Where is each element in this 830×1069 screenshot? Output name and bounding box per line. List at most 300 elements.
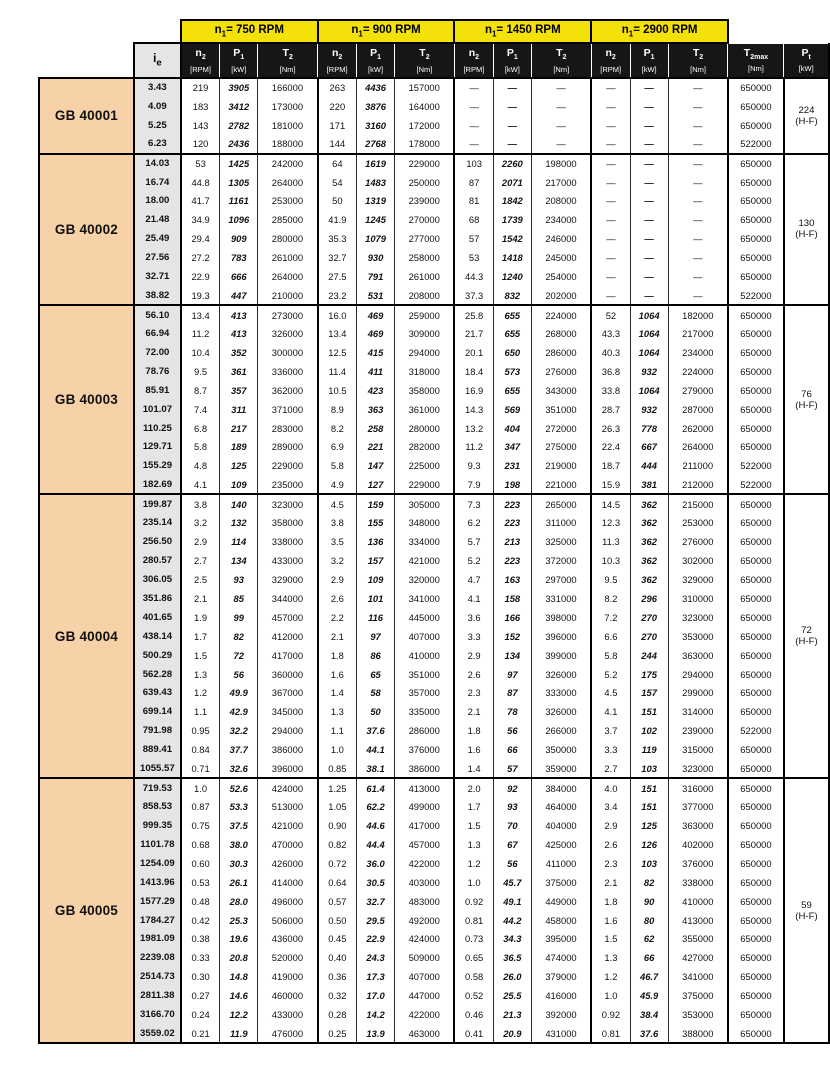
- ratio-value: 235.14: [134, 513, 181, 532]
- t2-value: 419000: [258, 967, 318, 986]
- n2-value: 0.68: [181, 835, 220, 854]
- t2-value: 311000: [531, 513, 591, 532]
- table-row: [39, 1005, 829, 1024]
- n2-value: —: [591, 210, 630, 229]
- t2max-value: 650000: [728, 627, 784, 646]
- p1-value: 101: [357, 589, 395, 608]
- p1-value: 531: [357, 286, 395, 305]
- p1-value: 932: [630, 400, 668, 419]
- t2max-value: 650000: [728, 532, 784, 551]
- model-label: GB 40004: [39, 494, 134, 778]
- n2-value: 1.7: [454, 797, 493, 816]
- ratio-value: 719.53: [134, 778, 181, 797]
- table-row: [39, 438, 829, 457]
- t2max-value: 650000: [728, 929, 784, 948]
- n2-value: 52: [591, 305, 630, 324]
- t2-value: 272000: [531, 419, 591, 438]
- n2-value: 68: [454, 210, 493, 229]
- p1-value: 2782: [220, 116, 258, 135]
- t2-value: 392000: [531, 1005, 591, 1024]
- ratio-value: 306.05: [134, 570, 181, 589]
- t2-value: 323000: [668, 608, 728, 627]
- ratio-value: 38.82: [134, 286, 181, 305]
- pt-rating: [784, 494, 829, 778]
- table-row: [39, 494, 829, 513]
- ratio-value: 66.94: [134, 324, 181, 343]
- p1-value: 1305: [220, 173, 258, 192]
- t2-value: 396000: [531, 627, 591, 646]
- p1-value: 97: [493, 665, 531, 684]
- n2-value: 13.4: [181, 305, 220, 324]
- t2-value: 323000: [258, 494, 318, 513]
- pt-value: 76: [801, 388, 812, 400]
- n2-value: 41.7: [181, 192, 220, 211]
- p1-value: 778: [630, 419, 668, 438]
- n2-value: 11.2: [181, 324, 220, 343]
- t2-value: 407000: [395, 627, 455, 646]
- t2max-value: 522000: [728, 721, 784, 740]
- pt-rating: [784, 778, 829, 1043]
- p1-value: 99: [220, 608, 258, 627]
- t2-value: 367000: [258, 684, 318, 703]
- p1-value: 3160: [357, 116, 395, 135]
- t2-value: 463000: [395, 1024, 455, 1043]
- p1-value: 157: [630, 684, 668, 703]
- n2-value: 5.8: [591, 646, 630, 665]
- p1-value: 11.9: [220, 1024, 258, 1043]
- n2-value: 0.33: [181, 948, 220, 967]
- n2-value: 1.5: [591, 929, 630, 948]
- t2-value: 326000: [258, 324, 318, 343]
- p1-value: 38.0: [220, 835, 258, 854]
- n2-value: 4.9: [318, 475, 357, 494]
- p1-value: 66: [493, 740, 531, 759]
- pt-note: (H-F): [795, 910, 818, 922]
- p1-value: 1619: [357, 154, 395, 173]
- rpm-symbol: $n_1$: [484, 24, 497, 39]
- p1-value: 32.7: [357, 892, 395, 911]
- catalog-page: [0, 19, 830, 1044]
- p1-value: 159: [357, 494, 395, 513]
- p1-value: 1842: [493, 192, 531, 211]
- p1-value: 25.3: [220, 911, 258, 930]
- table-row: [39, 532, 829, 551]
- n2-value: 0.60: [181, 854, 220, 873]
- p1-value: 151: [630, 778, 668, 797]
- t2-value: 277000: [395, 229, 455, 248]
- t2-value: 310000: [668, 589, 728, 608]
- t2-value: 318000: [395, 362, 455, 381]
- p1-value: 655: [493, 324, 531, 343]
- p1-value: 58: [357, 684, 395, 703]
- p1-value: 14.6: [220, 986, 258, 1005]
- n2-value: 29.4: [181, 229, 220, 248]
- pt-value: 224: [798, 104, 815, 116]
- t2-value: 386000: [258, 740, 318, 759]
- t2-value: 294000: [258, 721, 318, 740]
- p1-value: —: [630, 135, 668, 154]
- p1-value: 362: [630, 513, 668, 532]
- t2max-value: 650000: [728, 967, 784, 986]
- col-header-p1: $P_1$ [kW]: [220, 43, 258, 78]
- t2-value: 253000: [668, 513, 728, 532]
- t2-value: 506000: [258, 911, 318, 930]
- n2-value: 0.41: [454, 1024, 493, 1043]
- n2-value: 171: [318, 116, 357, 135]
- t2-value: 449000: [531, 892, 591, 911]
- pt-value: 130: [798, 218, 815, 230]
- n2-value: —: [591, 78, 630, 97]
- table-row: [39, 419, 829, 438]
- p1-value: 221: [357, 438, 395, 457]
- n2-value: 53: [454, 248, 493, 267]
- n2-value: 27.2: [181, 248, 220, 267]
- n2-value: 0.24: [181, 1005, 220, 1024]
- p1-value: 244: [630, 646, 668, 665]
- n2-value: 9.5: [181, 362, 220, 381]
- p1-value: 2260: [493, 154, 531, 173]
- n2-value: 0.48: [181, 892, 220, 911]
- t2-value: —: [668, 229, 728, 248]
- t2-value: 309000: [395, 324, 455, 343]
- t2max-value: 650000: [728, 343, 784, 362]
- t2-value: 323000: [668, 759, 728, 778]
- n2-value: 12.3: [591, 513, 630, 532]
- p1-value: —: [630, 229, 668, 248]
- n2-value: 0.81: [591, 1024, 630, 1043]
- n2-value: 0.85: [318, 759, 357, 778]
- n2-value: 1.2: [181, 684, 220, 703]
- p1-value: 46.7: [630, 967, 668, 986]
- t2-value: 259000: [395, 305, 455, 324]
- p1-value: 28.0: [220, 892, 258, 911]
- ratio-value: 562.28: [134, 665, 181, 684]
- n2-value: 6.9: [318, 438, 357, 457]
- t2-value: —: [668, 78, 728, 97]
- n2-value: 9.3: [454, 456, 493, 475]
- n2-value: 4.1: [454, 589, 493, 608]
- t2-value: 424000: [258, 778, 318, 797]
- p1-value: 38.1: [357, 759, 395, 778]
- n2-value: —: [591, 248, 630, 267]
- t2-value: 371000: [258, 400, 318, 419]
- p1-value: 1418: [493, 248, 531, 267]
- ratio-value: 129.71: [134, 438, 181, 457]
- n2-value: 2.9: [181, 532, 220, 551]
- p1-value: 357: [220, 381, 258, 400]
- table-row: [39, 646, 829, 665]
- p1-value: —: [630, 248, 668, 267]
- p1-value: 44.2: [493, 911, 531, 930]
- ratio-value: 858.53: [134, 797, 181, 816]
- t2-value: 234000: [531, 210, 591, 229]
- t2-value: 402000: [668, 835, 728, 854]
- column-header-row: [39, 43, 829, 78]
- ratio-value: 2514.73: [134, 967, 181, 986]
- p1-value: 1739: [493, 210, 531, 229]
- t2-value: 360000: [258, 665, 318, 684]
- ratio-value: 999.35: [134, 816, 181, 835]
- n2-value: 4.5: [318, 494, 357, 513]
- table-row: [39, 778, 829, 797]
- t2-value: 331000: [531, 589, 591, 608]
- t2-value: 234000: [668, 343, 728, 362]
- t2-value: 273000: [258, 305, 318, 324]
- t2-value: 338000: [668, 873, 728, 892]
- pt-note: (H-F): [795, 399, 818, 411]
- col-header-ie: $i_e$: [134, 43, 181, 78]
- n2-value: 0.36: [318, 967, 357, 986]
- p1-value: 1542: [493, 229, 531, 248]
- p1-value: 114: [220, 532, 258, 551]
- t2max-value: 650000: [728, 305, 784, 324]
- n2-value: 81: [454, 192, 493, 211]
- p1-value: —: [630, 78, 668, 97]
- t2max-value: 522000: [728, 475, 784, 494]
- t2-value: 211000: [668, 456, 728, 475]
- table-row: [39, 192, 829, 211]
- n2-value: 2.1: [181, 589, 220, 608]
- p1-value: —: [630, 97, 668, 116]
- p1-value: 930: [357, 248, 395, 267]
- n2-value: 26.3: [591, 419, 630, 438]
- col-header-n2: $n_2$ [RPM]: [318, 43, 357, 78]
- t2max-value: 650000: [728, 324, 784, 343]
- t2-value: 235000: [258, 475, 318, 494]
- ratio-value: 25.49: [134, 229, 181, 248]
- t2-value: 433000: [258, 1005, 318, 1024]
- p1-value: 57: [493, 759, 531, 778]
- t2-value: 350000: [531, 740, 591, 759]
- t2-value: 239000: [395, 192, 455, 211]
- p1-value: 667: [630, 438, 668, 457]
- p1-value: 413: [220, 324, 258, 343]
- n2-value: —: [591, 267, 630, 286]
- t2-value: 329000: [668, 570, 728, 589]
- col-header-pt: $P_t$ [kW]: [784, 43, 829, 78]
- t2-value: 348000: [395, 513, 455, 532]
- p1-value: 36.5: [493, 948, 531, 967]
- p1-value: 152: [493, 627, 531, 646]
- p1-value: 125: [220, 456, 258, 475]
- ratio-value: 78.76: [134, 362, 181, 381]
- model-label: GB 40003: [39, 305, 134, 494]
- t2-value: 341000: [395, 589, 455, 608]
- t2-value: 280000: [258, 229, 318, 248]
- t2-value: 245000: [531, 248, 591, 267]
- n2-value: 14.5: [591, 494, 630, 513]
- p1-value: 127: [357, 475, 395, 494]
- p1-value: 2768: [357, 135, 395, 154]
- n2-value: 0.87: [181, 797, 220, 816]
- t2-value: 229000: [395, 475, 455, 494]
- n2-value: 0.27: [181, 986, 220, 1005]
- n2-value: 33.8: [591, 381, 630, 400]
- p1-value: 362: [630, 570, 668, 589]
- n2-value: 1.1: [318, 721, 357, 740]
- n2-value: —: [591, 229, 630, 248]
- table-row: [39, 154, 829, 173]
- col-header-p1: $P_1$ [kW]: [357, 43, 395, 78]
- ratio-value: 889.41: [134, 740, 181, 759]
- n2-value: 40.3: [591, 343, 630, 362]
- n2-value: —: [454, 97, 493, 116]
- n2-value: 8.7: [181, 381, 220, 400]
- t2max-value: 650000: [728, 911, 784, 930]
- n2-value: 1.5: [181, 646, 220, 665]
- n2-value: 28.7: [591, 400, 630, 419]
- p1-value: 311: [220, 400, 258, 419]
- n2-value: 0.57: [318, 892, 357, 911]
- n2-value: 1.4: [318, 684, 357, 703]
- t2-value: 457000: [258, 608, 318, 627]
- p1-value: 44.6: [357, 816, 395, 835]
- t2-value: 325000: [531, 532, 591, 551]
- ratio-value: 1254.09: [134, 854, 181, 873]
- t2-value: 427000: [668, 948, 728, 967]
- n2-value: —: [454, 116, 493, 135]
- n2-value: 36.8: [591, 362, 630, 381]
- t2-value: 474000: [531, 948, 591, 967]
- ratio-value: 14.03: [134, 154, 181, 173]
- table-row: [39, 286, 829, 305]
- t2max-value: 650000: [728, 665, 784, 684]
- ratio-value: 1981.09: [134, 929, 181, 948]
- table-row: [39, 362, 829, 381]
- pt-note: (H-F): [795, 636, 818, 648]
- ratio-value: 500.29: [134, 646, 181, 665]
- t2max-value: 650000: [728, 551, 784, 570]
- p1-value: 444: [630, 456, 668, 475]
- p1-value: 134: [493, 646, 531, 665]
- t2-value: 294000: [395, 343, 455, 362]
- n2-value: 263: [318, 78, 357, 97]
- n2-value: 0.45: [318, 929, 357, 948]
- p1-value: 413: [220, 305, 258, 324]
- t2-value: 188000: [258, 135, 318, 154]
- t2-value: 388000: [668, 1024, 728, 1043]
- t2-value: —: [668, 192, 728, 211]
- t2-value: 376000: [395, 740, 455, 759]
- t2-value: 268000: [531, 324, 591, 343]
- table-row: [39, 967, 829, 986]
- n2-value: 5.8: [181, 438, 220, 457]
- t2-value: 229000: [258, 456, 318, 475]
- t2max-value: 650000: [728, 362, 784, 381]
- p1-value: 119: [630, 740, 668, 759]
- p1-value: 655: [493, 305, 531, 324]
- n2-value: 20.1: [454, 343, 493, 362]
- t2-value: 239000: [668, 721, 728, 740]
- ratio-value: 2239.08: [134, 948, 181, 967]
- col-header-t2: $T_2$ [Nm]: [531, 43, 591, 78]
- model-label: GB 40002: [39, 154, 134, 305]
- ratio-value: 438.14: [134, 627, 181, 646]
- t2-value: 403000: [395, 873, 455, 892]
- p1-value: 447: [220, 286, 258, 305]
- p1-value: 42.9: [220, 702, 258, 721]
- table-body: [39, 78, 829, 1043]
- t2-value: 297000: [531, 570, 591, 589]
- p1-value: 20.8: [220, 948, 258, 967]
- p1-value: 223: [493, 494, 531, 513]
- col-header-n2: $n_2$ [RPM]: [181, 43, 220, 78]
- p1-value: —: [630, 154, 668, 173]
- col-header-t2: $T_2$ [Nm]: [395, 43, 455, 78]
- table-row: [39, 551, 829, 570]
- t2-value: —: [531, 116, 591, 135]
- t2-value: 513000: [258, 797, 318, 816]
- t2-value: 399000: [531, 646, 591, 665]
- p1-value: 14.8: [220, 967, 258, 986]
- n2-value: 2.0: [454, 778, 493, 797]
- t2max-value: 650000: [728, 229, 784, 248]
- n2-value: 1.9: [181, 608, 220, 627]
- table-row: [39, 816, 829, 835]
- table-row: [39, 267, 829, 286]
- p1-value: 126: [630, 835, 668, 854]
- t2max-value: 650000: [728, 1024, 784, 1043]
- t2-value: 372000: [531, 551, 591, 570]
- n2-value: 41.9: [318, 210, 357, 229]
- t2-value: 353000: [668, 1005, 728, 1024]
- p1-value: 469: [357, 305, 395, 324]
- t2max-value: 650000: [728, 608, 784, 627]
- table-row: [39, 702, 829, 721]
- t2max-value: 650000: [728, 513, 784, 532]
- p1-value: 151: [630, 702, 668, 721]
- p1-value: 49.1: [493, 892, 531, 911]
- t2max-value: 650000: [728, 248, 784, 267]
- p1-value: —: [493, 116, 531, 135]
- t2-value: 341000: [668, 967, 728, 986]
- t2max-value: 650000: [728, 797, 784, 816]
- n2-value: 16.9: [454, 381, 493, 400]
- t2-value: 182000: [668, 305, 728, 324]
- n2-value: 50: [318, 192, 357, 211]
- table-row: [39, 116, 829, 135]
- t2-value: 210000: [258, 286, 318, 305]
- table-row: [39, 135, 829, 154]
- t2-value: 404000: [531, 816, 591, 835]
- n2-value: 57: [454, 229, 493, 248]
- n2-value: 10.3: [591, 551, 630, 570]
- t2-value: 299000: [668, 684, 728, 703]
- t2-value: 320000: [395, 570, 455, 589]
- n2-value: 1.1: [181, 702, 220, 721]
- corner-blank-left: [39, 20, 181, 43]
- ratio-value: 18.00: [134, 192, 181, 211]
- ratio-value: 101.07: [134, 400, 181, 419]
- p1-value: 80: [630, 911, 668, 930]
- table-row: [39, 759, 829, 778]
- n2-value: 1.6: [318, 665, 357, 684]
- t2-value: 464000: [531, 797, 591, 816]
- t2-value: 496000: [258, 892, 318, 911]
- t2-value: 173000: [258, 97, 318, 116]
- n2-value: 3.4: [591, 797, 630, 816]
- t2-value: 282000: [395, 438, 455, 457]
- t2-value: 289000: [258, 438, 318, 457]
- t2-value: 375000: [668, 986, 728, 1005]
- t2-value: 208000: [395, 286, 455, 305]
- ratio-value: 351.86: [134, 589, 181, 608]
- t2-value: 198000: [531, 154, 591, 173]
- n2-value: 18.7: [591, 456, 630, 475]
- n2-value: 2.7: [591, 759, 630, 778]
- p1-value: 65: [357, 665, 395, 684]
- t2-value: 447000: [395, 986, 455, 1005]
